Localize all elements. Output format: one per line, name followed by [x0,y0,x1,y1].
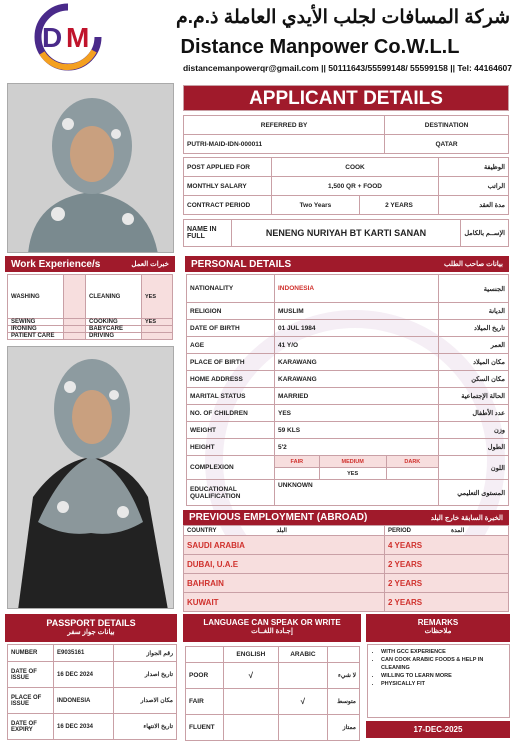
skill-name: DRIVING [86,333,142,340]
personal-value: INDONESIA [275,275,439,303]
monthly-salary-value: 1,500 QR + FOOD [272,177,439,196]
arabic-level-mark [278,715,327,741]
company-arabic-name: شركة المسافات لجلب الأيدي العاملة ذ.م.م [175,7,510,28]
table-row [187,303,509,320]
table-row [8,662,177,688]
language-blank [186,647,224,663]
table-row [187,456,509,468]
table-row [186,715,360,741]
table-row [187,320,509,337]
employment-period: 2 YEARS [385,593,509,612]
contract-period-label: CONTRACT PERIOD [184,196,272,215]
passport-ar: تاريخ الانتهاء [114,714,177,740]
skill-name: SEWING [8,319,64,326]
contact-info: distancemanpowerqr@gmail.com || 50111643/55599148/ 55599158 || Tel: 44164607 [182,63,512,73]
remarks-box [367,644,510,718]
skill-name: CLEANING [86,275,142,319]
remarks-title: REMARKS [417,618,459,627]
remark-item: • CAN COOK ARABIC FOODS & HELP IN CLEANING [381,656,505,672]
passport-value: 16 DEC 2034 [54,714,114,740]
employment-period: 2 YEARS [385,555,509,574]
passport-title: PASSPORT DETAILS [46,618,136,628]
full-name-value: NENENG NURIYAH BT KARTI SANAN [232,220,461,247]
english-level-mark [224,715,279,741]
destination-label: DESTINATION [385,116,509,135]
skill-name: BABYCARE [86,326,142,333]
full-name-ar: الإســم بالكامل [461,220,509,247]
skill-value: YES [142,319,173,326]
table-row [186,689,360,715]
table-row [187,405,509,422]
personal-details-title: PERSONAL DETAILS [191,258,292,270]
svg-text:D: D [42,22,63,53]
employment-period: 4 YEARS [385,536,509,555]
period-header [385,526,509,536]
table-row [187,422,509,439]
company-name: Distance Manpower Co.W.L.L [180,36,460,58]
personal-value: 41 Y/O [275,337,439,354]
personal-value: MARRIED [275,388,439,405]
country-label: COUNTRY [187,528,217,534]
period-label-ar: المدة [451,528,465,534]
language-title-ar: إجـادة اللغــات [251,628,293,635]
personal-ar: الجنسية [439,275,509,303]
complexion-medium: MEDIUM [319,456,386,468]
skill-value [64,326,86,333]
passport-label: PLACE OF ISSUE [8,688,54,714]
table-row [187,388,509,405]
personal-ar: الحالة الإجتماعية [439,388,509,405]
complexion-dark-check [386,468,438,480]
remark-item: • WITH GCC EXPERIENCE [381,648,505,656]
arabic-level-mark [278,663,327,689]
table-row [8,275,173,319]
personal-label: NATIONALITY [187,275,275,303]
skill-value: YES [142,275,173,319]
skill-value [142,333,173,340]
passport-value: 16 DEC 2024 [54,662,114,688]
complexion-ar: اللون [439,456,509,480]
personal-ar: تاريخ الميلاد [439,320,509,337]
complexion-medium-check: YES [319,468,386,480]
language-blank [328,647,360,663]
skill-value [64,333,86,340]
personal-label: WEIGHT [187,422,275,439]
passport-header [5,614,177,642]
post-applied-ar: الوظيفة [439,158,509,177]
table-row [184,526,509,536]
passport-ar: مكان الاصدار [114,688,177,714]
language-level-label: POOR [186,663,224,689]
personal-value: KARAWANG [275,371,439,388]
remarks-title-ar: ملاحظات [424,628,452,635]
table-row [187,480,509,506]
skill-name: COOKING [86,319,142,326]
complexion-fair: FAIR [275,456,320,468]
destination-value: QATAR [385,135,509,154]
personal-ar: عدد الأطفال [439,405,509,422]
complexion-dark: DARK [386,456,438,468]
applicant-photo-full [7,346,174,609]
complexion-label: COMPLEXION [187,456,275,480]
name-table [183,219,509,247]
personal-value: 5'2 [275,439,439,456]
personal-value: 01 JUL 1984 [275,320,439,337]
work-experience-title-ar: خبرات العمل [131,261,169,268]
referred-by-value: PUTRI-MAID-IDN-000011 [184,135,385,154]
education-value: UNKNOWN [275,480,439,506]
passport-label: DATE OF ISSUE [8,662,54,688]
skill-name: PATIENT CARE [8,333,64,340]
monthly-salary-label: MONTHLY SALARY [184,177,272,196]
passport-value: E9035161 [54,645,114,662]
language-level-ar: لا شيء [328,663,360,689]
page-title: APPLICANT DETAILS [183,85,509,111]
language-level-ar: متوسط [328,689,360,715]
monthly-salary-ar: الراتب [439,177,509,196]
personal-details-header [185,256,509,272]
referral-table [183,115,509,153]
post-applied-value: COOK [272,158,439,177]
english-header: ENGLISH [224,647,279,663]
table-row [184,536,509,555]
personal-label: MARITAL STATUS [187,388,275,405]
personal-label: NO. OF CHILDREN [187,405,275,422]
language-table [185,646,360,740]
complexion-fair-check [275,468,320,480]
table-row [184,555,509,574]
education-ar: المستوى التعليمي [439,480,509,506]
personal-label: AGE [187,337,275,354]
passport-ar: تاريخ اصدار [114,662,177,688]
personal-value: MUSLIM [275,303,439,320]
english-level-mark [224,689,279,715]
table-row [8,333,173,340]
remarks-date: 17-DEC-2025 [366,721,510,738]
work-experience-title: Work Experience/s [11,258,101,270]
personal-ar: مكان الميلاد [439,354,509,371]
skill-value [64,275,86,319]
table-row [8,645,177,662]
employment-country: BAHRAIN [184,574,385,593]
language-level-ar: ممتاز [328,715,360,741]
table-row [186,647,360,663]
table-row [187,371,509,388]
country-header [184,526,385,536]
remark-item: • PHYSICALLY FIT [381,680,505,688]
referred-by-label: REFERRED BY [184,116,385,135]
applicant-photo-portrait [7,83,174,253]
table-row [8,326,173,333]
personal-value: KARAWANG [275,354,439,371]
post-applied-label: POST APPLIED FOR [184,158,272,177]
table-row [187,439,509,456]
language-title: LANGUAGE CAN SPEAK OR WRITE [203,618,341,627]
employment-period: 2 YEARS [385,574,509,593]
previous-employment-title-ar: الخبرة السابقة خارج البلد [430,514,503,522]
previous-employment-title: PREVIOUS EMPLOYMENT (ABROAD) [189,512,368,523]
previous-employment-header [183,510,509,525]
personal-details-table [186,274,509,506]
personal-ar: الديانة [439,303,509,320]
arabic-header: ARABIC [278,647,327,663]
job-table [183,157,509,215]
personal-value: YES [275,405,439,422]
personal-label: DATE OF BIRTH [187,320,275,337]
language-header [183,614,361,642]
work-experience-table [7,274,173,340]
passport-value: INDONESIA [54,688,114,714]
arabic-level-mark: √ [278,689,327,715]
personal-value: 59 KLS [275,422,439,439]
personal-label: HOME ADDRESS [187,371,275,388]
personal-ar: العمر [439,337,509,354]
table-row [187,337,509,354]
skill-value [64,319,86,326]
passport-title-ar: بيانات جواز سفر [67,629,115,636]
personal-ar: مكان السكن [439,371,509,388]
skill-value [142,326,173,333]
passport-ar: رقم الجواز [114,645,177,662]
table-row [186,663,360,689]
english-level-mark: √ [224,663,279,689]
previous-employment-table [183,525,509,611]
company-logo [28,3,108,71]
contract-period-value: Two Years [272,196,360,215]
country-label-ar: البلد [276,528,287,534]
svg-text:M: M [66,22,90,53]
table-row [187,275,509,303]
employment-country: KUWAIT [184,593,385,612]
employment-country: DUBAI, U.A.E [184,555,385,574]
personal-label: RELIGION [187,303,275,320]
table-row [184,593,509,612]
employment-country: SAUDI ARABIA [184,536,385,555]
personal-ar: الطول [439,439,509,456]
skill-name: WASHING [8,275,64,319]
passport-label: NUMBER [8,645,54,662]
work-experience-header [5,256,175,272]
passport-label: DATE OF EXPIRY [8,714,54,740]
table-row [184,574,509,593]
language-level-label: FAIR [186,689,224,715]
education-label: EDUCATIONAL QUALIFICATION [187,480,275,506]
period-label: PERIOD [388,528,412,534]
contract-period-years: 2 YEARS [359,196,438,215]
personal-label: PLACE OF BIRTH [187,354,275,371]
skill-name: IRONING [8,326,64,333]
language-level-label: FLUENT [186,715,224,741]
contract-period-ar: مدة العقد [439,196,509,215]
personal-label: HEIGHT [187,439,275,456]
table-row [8,714,177,740]
remarks-header [366,614,510,642]
table-row [8,688,177,714]
full-name-label: NAME IN FULL [184,220,232,247]
table-row [187,354,509,371]
remark-item: • WILLING TO LEARN MORE [381,672,505,680]
personal-ar: وزن [439,422,509,439]
table-row [8,319,173,326]
passport-table [7,644,177,740]
personal-details-title-ar: بيانات صاحب الطلب [443,261,503,268]
